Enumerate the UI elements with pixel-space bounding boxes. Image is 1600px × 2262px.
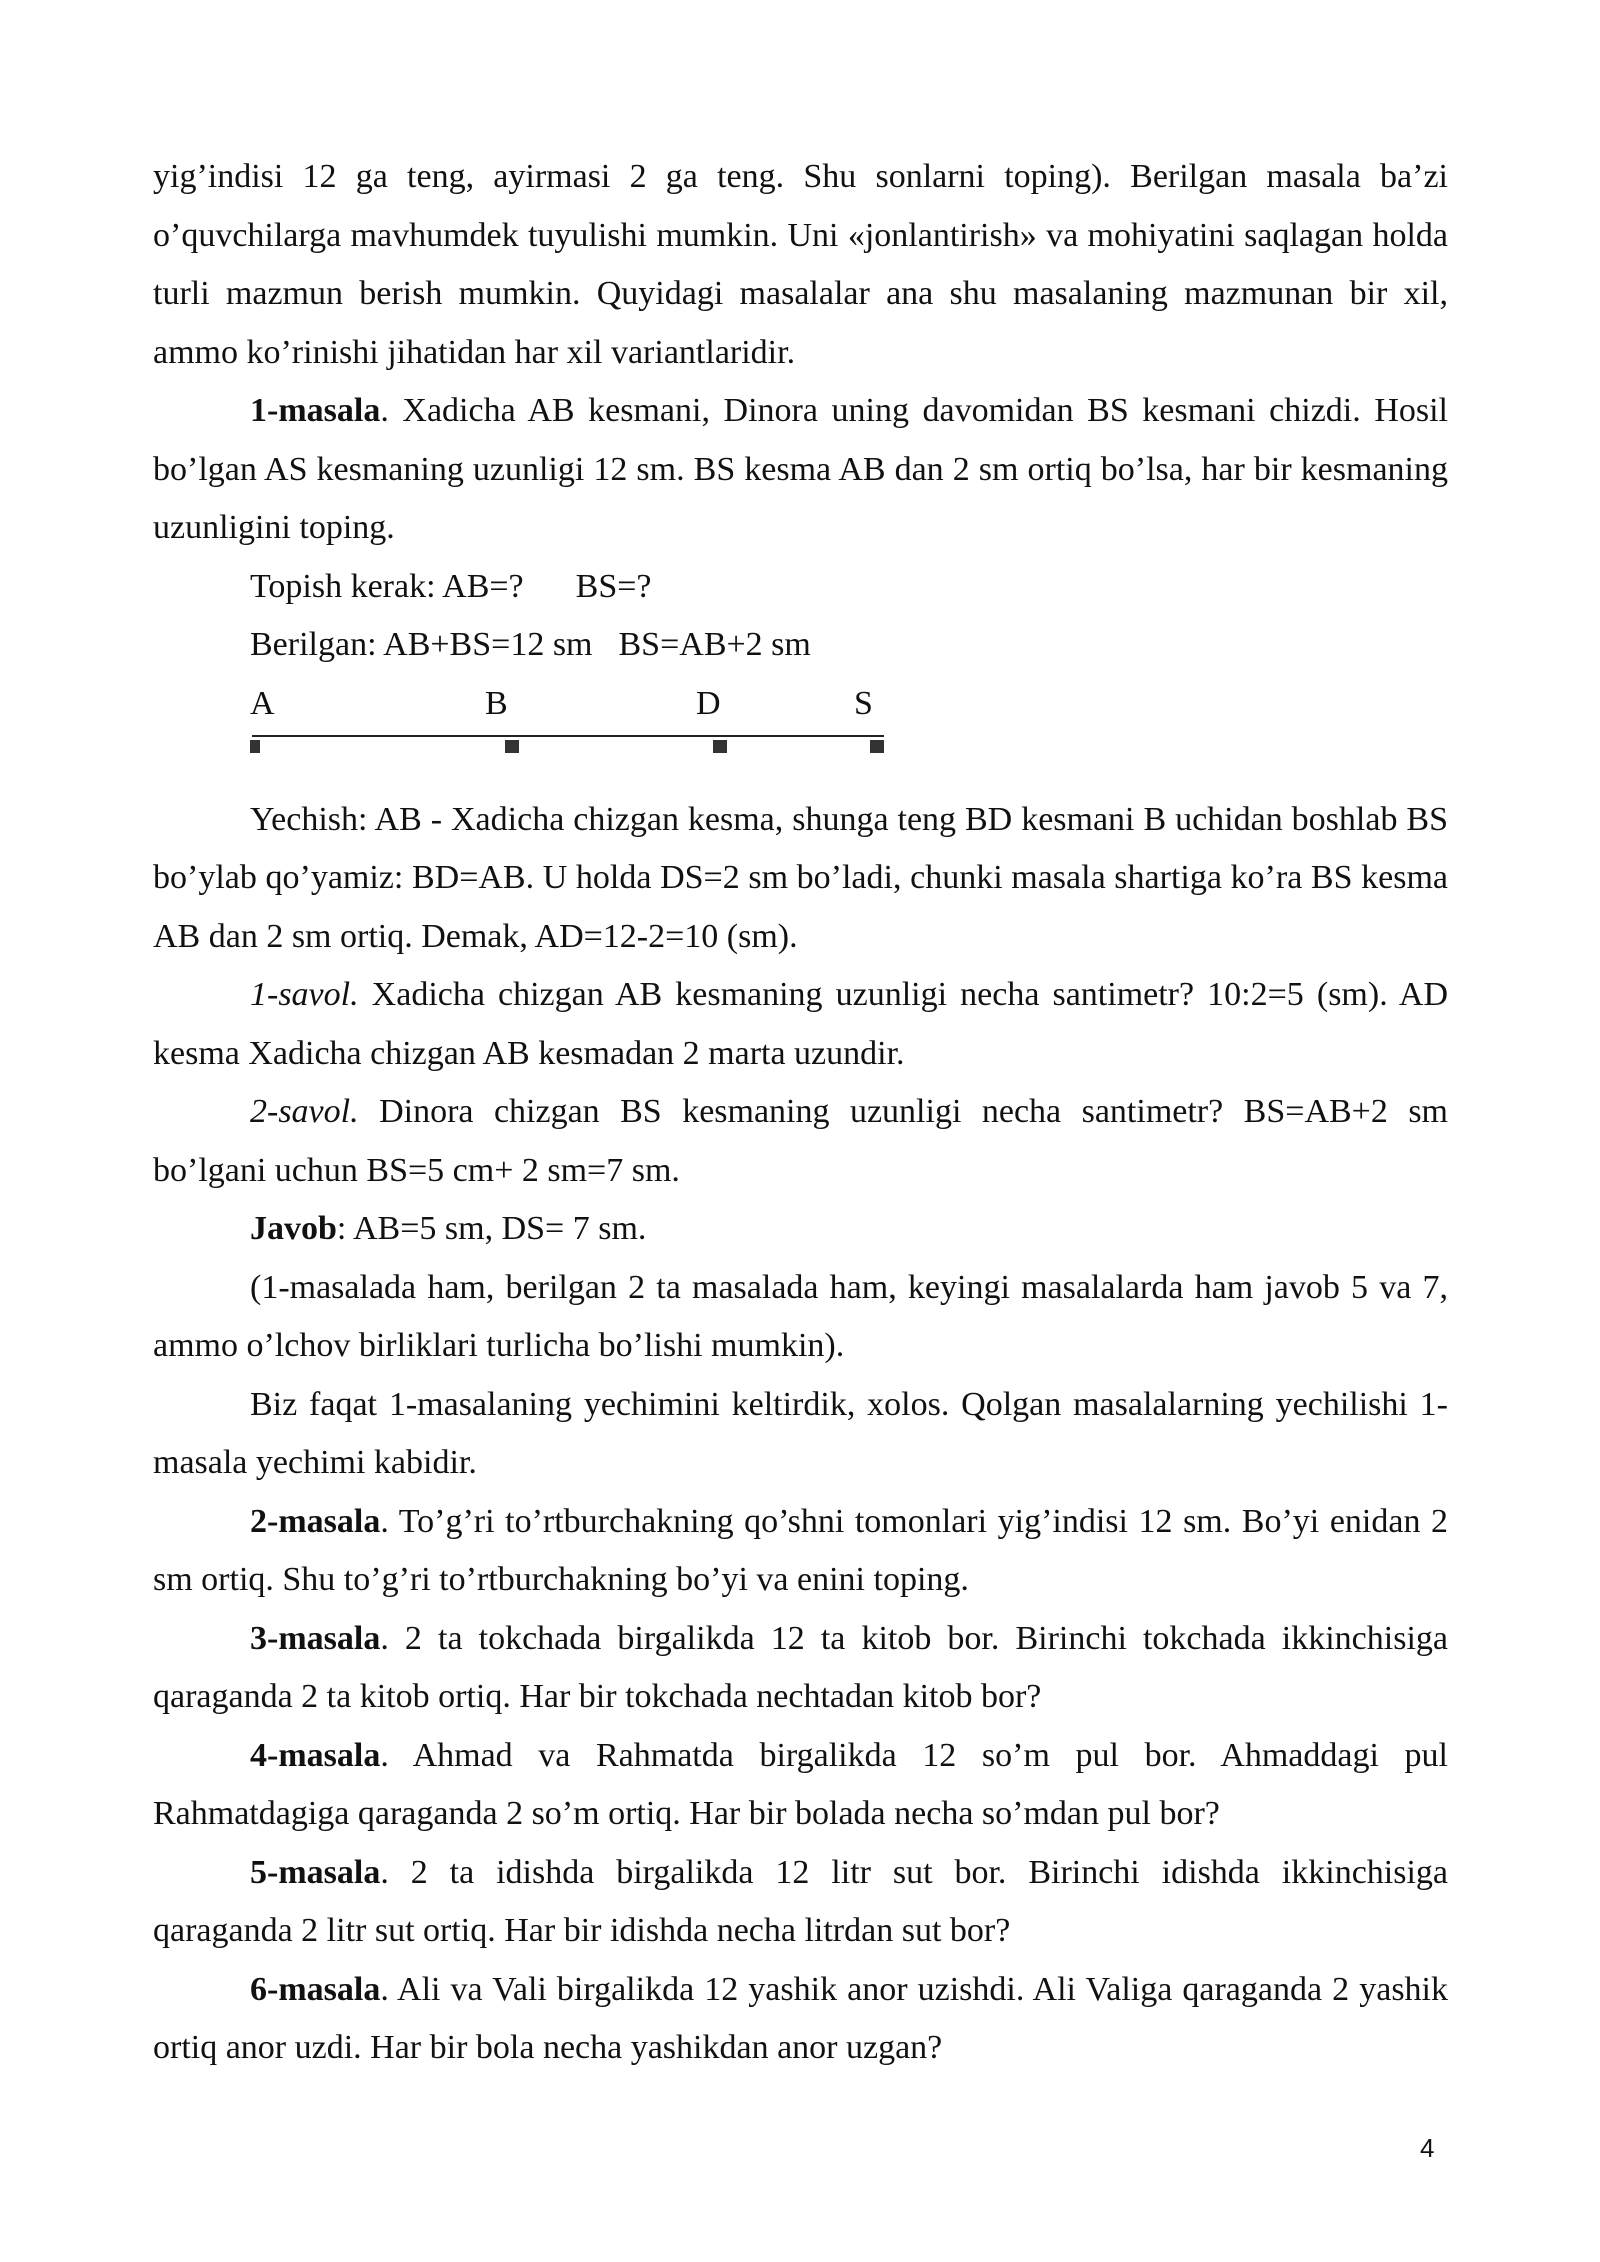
question-2-label: 2-savol. [250, 1093, 359, 1130]
point-label-d: D [696, 684, 721, 722]
problem-5-text: . 2 ta idishda birgalikda 12 litr sut bor. Birinchi idishda ikkinchisiga qaraganda 2 litr sut ortiq. Har bir idishda necha litrdan sut bor? [153, 1853, 1448, 1949]
point-label-b: B [485, 684, 508, 722]
marker-a [250, 740, 260, 753]
problem-4 [153, 1727, 1448, 1844]
marker-b [505, 740, 519, 753]
problem-6-text: . Ali va Vali birgalikda 12 yashik anor uzishdi. Ali Valiga qaraganda 2 yashik ortiq anor uzdi. Har bir bola necha yashikdan anor uzgan? [153, 1970, 1448, 2066]
problem-4-label: 4-masala [250, 1736, 381, 1774]
document-page [153, 148, 1448, 2078]
segment-line-svg [250, 675, 910, 791]
solution-paragraph: Yechish: AB - Xadicha chizgan kesma, shunga teng BD kesmani B uchidan boshlab BS bo’ylab qo’yamiz: BD=AB. U holda DS=2 sm bo’ladi, chunki masala shartiga ko’ra BS kesma AB dan 2 sm ortiq. Demak, AD=12-2=10 (sm). [153, 800, 1448, 955]
problem-4-text: . Ahmad va Rahmatda birgalikda 12 so’m pul bor. Ahmaddagi pul Rahmatdagiga qaraganda 2 so’m ortiq. Har bir bolada necha so’mdan pul bor? [153, 1736, 1448, 1832]
question-2-text: Dinora chizgan BS kesmaning uzunligi necha santimetr? BS=AB+2 sm bo’lgani uchun BS=5 cm+ 2 sm=7 sm. [153, 1093, 1448, 1189]
problem-1-text: . Xadicha AB kesmani, Dinora uning davomidan BS kesmani chizdi. Hosil bo’lgan AS kesmaning uzunligi 12 sm. BS kesma AB dan 2 sm ortiq bo’lsa, har bir kesmaning uzunligini toping. [153, 392, 1448, 546]
find-line [153, 558, 1448, 617]
find-ab: Topish kerak: AB=? [250, 567, 524, 605]
given-line [153, 616, 1448, 675]
given-diff: BS=AB+2 sm [618, 626, 811, 663]
question-1-text: Xadicha chizgan AB kesmaning uzunligi necha santimetr? 10:2=5 (sm). AD kesma Xadicha chizgan AB kesmadan 2 marta uzundir. [153, 976, 1448, 1072]
point-label-s: S [854, 684, 873, 722]
question-2 [153, 1083, 1448, 1200]
problem-2-text: . To’g’ri to’rtburchakning qo’shni tomonlari yig’indisi 12 sm. Bo’yi enidan 2 sm ortiq. Shu to’g’ri to’rtburchakning bo’yi va enini toping. [153, 1502, 1448, 1598]
problem-6 [153, 1961, 1448, 2078]
problem-1 [153, 382, 1448, 558]
question-1 [153, 966, 1448, 1083]
marker-s [870, 740, 884, 753]
given-sum: Berilgan: AB+BS=12 sm [250, 626, 593, 663]
problem-2-label: 2-masala [250, 1502, 381, 1540]
answer-line [153, 1200, 1448, 1259]
problem-3-label: 3-masala [250, 1619, 381, 1657]
question-1-label: 1-savol. [250, 976, 359, 1013]
segment-diagram [250, 675, 950, 791]
note-paragraph: (1-masalada ham, berilgan 2 ta masalada ham, keyingi masalalarda ham javob 5 va 7, ammo o’lchov birliklari turlicha bo’lishi mumkin). [153, 1268, 1448, 1364]
summary-paragraph: Biz faqat 1-masalaning yechimini keltirdik, xolos. Qolgan masalalarning yechilishi 1-masala yechimi kabidir. [153, 1385, 1448, 1481]
problem-5 [153, 1844, 1448, 1961]
problem-5-label: 5-masala [250, 1853, 381, 1891]
answer-text: : AB=5 sm, DS= 7 sm. [336, 1210, 647, 1247]
answer-label: Javob [250, 1210, 337, 1247]
intro-paragraph: yig’indisi 12 ga teng, ayirmasi 2 ga teng. Shu sonlarni toping). Berilgan masala ba’zi o’quvchilarga mavhumdek tuyulishi mumkin. Uni «jonlantirish» va mohiyatini saqlagan holda turli mazmun berish mumkin. Quyidagi masalalar ana shu masalaning mazmunan bir xil, ammo ko’rinishi jihatidan har xil variantlaridir. [153, 158, 1448, 371]
marker-d [713, 740, 727, 753]
problem-2 [153, 1493, 1448, 1610]
problem-1-label: 1-masala [250, 392, 381, 429]
problem-3 [153, 1610, 1448, 1727]
point-label-a: A [250, 684, 275, 722]
problem-3-text: . 2 ta tokchada birgalikda 12 ta kitob bor. Birinchi tokchada ikkinchisiga qaraganda 2 ta kitob ortiq. Har bir tokchada nechtadan kitob bor? [153, 1619, 1448, 1715]
find-bs: BS=? [575, 567, 652, 605]
problem-6-label: 6-masala [250, 1970, 381, 2008]
page-number: 4 [1420, 2133, 1435, 2163]
